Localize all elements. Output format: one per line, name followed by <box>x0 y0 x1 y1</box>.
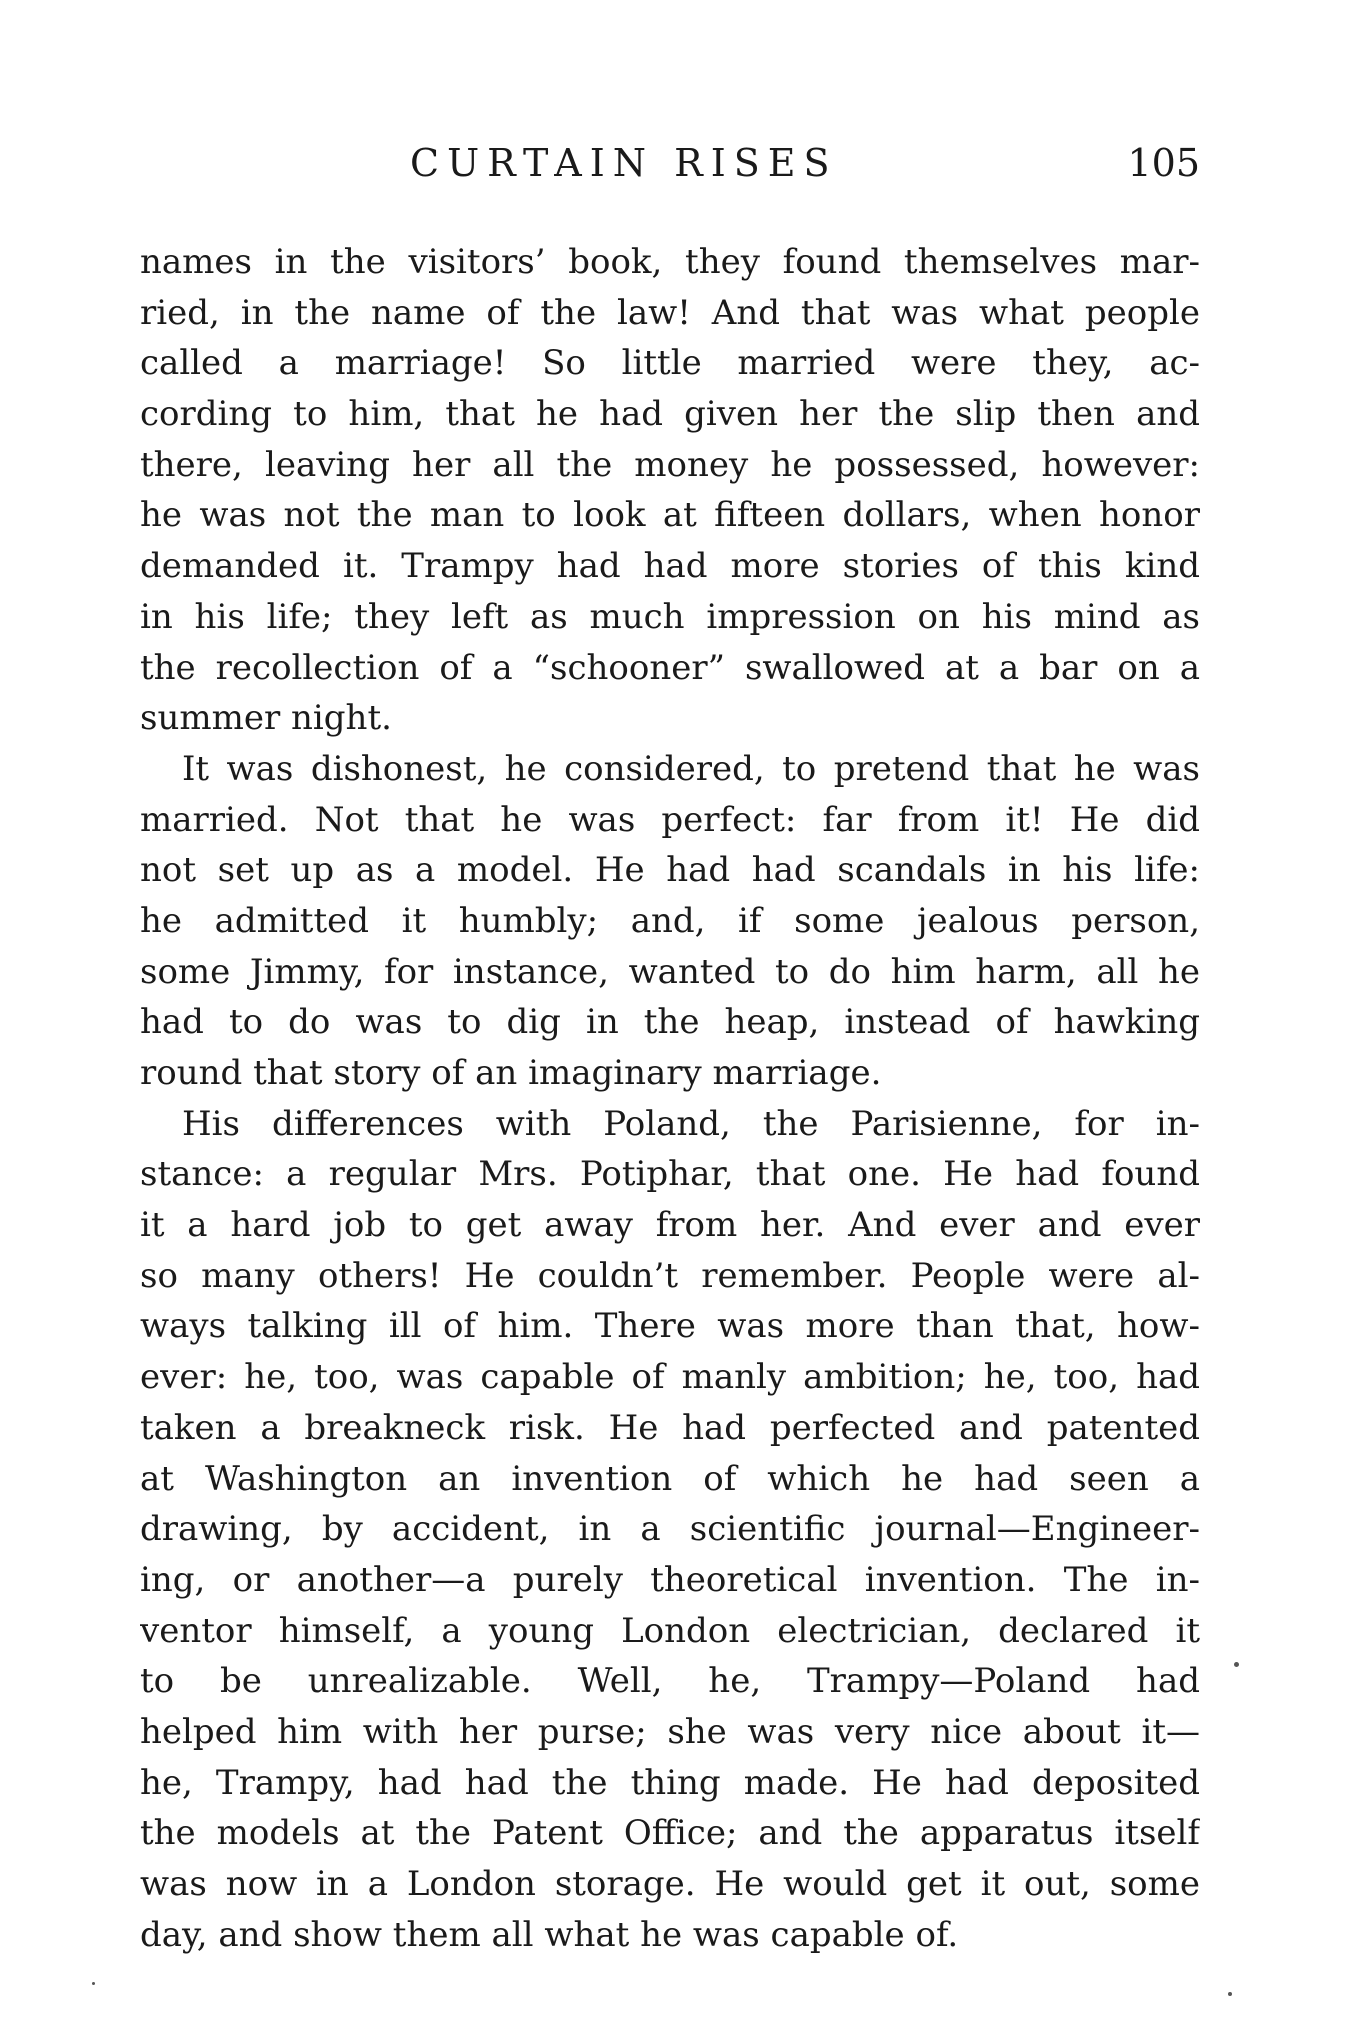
paragraph <box>140 237 1200 744</box>
text-line: he, Trampy, had had the thing made. He had deposited <box>140 1762 1200 1803</box>
text-line: ing, or another—a purely theoretical invention. The in- <box>140 1559 1200 1600</box>
paragraph <box>140 1099 1200 1961</box>
print-speck <box>1228 1992 1232 1996</box>
running-head <box>140 138 1200 188</box>
text-line: names in the visitors’ book, they found themselves mar- <box>140 242 1200 282</box>
text-line: taken a breakneck risk. He had perfected and patented <box>140 1407 1200 1448</box>
text-line: ever: he, too, was capable of manly ambition; he, too, had <box>140 1357 1200 1398</box>
text-line: in his life; they left as much impression on his mind as <box>140 596 1200 637</box>
paragraph <box>140 744 1200 1099</box>
text-line: ventor himself, a young London electrician, declared it <box>140 1610 1200 1651</box>
text-line: ways talking ill of him. There was more than that, how- <box>140 1306 1200 1347</box>
text-line: day, and show them all what he was capable of. <box>140 1914 959 1955</box>
text-line: had to do was to dig in the heap, instead of hawking <box>140 1002 1200 1043</box>
text-line: ried, in the name of the law! And that was what people <box>140 292 1200 333</box>
text-line: the models at the Patent Office; and the apparatus itself <box>140 1813 1200 1854</box>
text-line: cording to him, that he had given her the slip then and <box>140 394 1200 435</box>
print-speck <box>92 1982 95 1985</box>
text-line: so many others! He couldn’t remember. People were al- <box>140 1255 1200 1296</box>
text-line: was now in a London storage. He would get it out, some <box>140 1864 1200 1904</box>
text-line: there, leaving her all the money he possessed, however: <box>140 444 1200 485</box>
text-line: at Washington an invention of which he had seen a <box>140 1458 1200 1499</box>
print-speck <box>1234 1662 1239 1667</box>
text-line: stance: a regular Mrs. Potiphar, that one. He had found <box>140 1154 1200 1195</box>
text-line: the recollection of a “schooner” swallowed at a bar on a <box>140 647 1200 688</box>
text-line: demanded it. Trampy had had more stories of this kind <box>140 546 1200 587</box>
text-line: His differences with Poland, the Parisienne, for in- <box>182 1103 1200 1144</box>
text-line: helped him with her purse; she was very nice about it— <box>140 1711 1200 1752</box>
page-number: 105 <box>1127 141 1200 185</box>
text-line: he admitted it humbly; and, if some jealous person, <box>140 900 1200 941</box>
text-line: it a hard job to get away from her. And ever and ever <box>140 1205 1200 1246</box>
text-line: summer night. <box>140 698 392 739</box>
text-line: It was dishonest, he considered, to pretend that he was <box>182 748 1200 789</box>
body-text <box>140 237 1200 1960</box>
text-line: he was not the man to look at fifteen dollars, when honor <box>140 495 1200 536</box>
text-line: to be unrealizable. Well, he, Trampy—Poland had <box>140 1661 1200 1702</box>
text-line: some Jimmy, for instance, wanted to do him harm, all he <box>140 951 1200 992</box>
text-line: not set up as a model. He had had scandals in his life: <box>140 850 1200 891</box>
text-line: married. Not that he was perfect: far from it! He did <box>140 799 1200 840</box>
text-line: called a marriage! So little married were they, ac- <box>140 343 1200 384</box>
text-line: round that story of an imaginary marriage. <box>140 1053 882 1093</box>
text-line: drawing, by accident, in a scientific journal—Engineer- <box>140 1509 1200 1550</box>
running-title: CURTAIN RISES <box>410 141 838 185</box>
